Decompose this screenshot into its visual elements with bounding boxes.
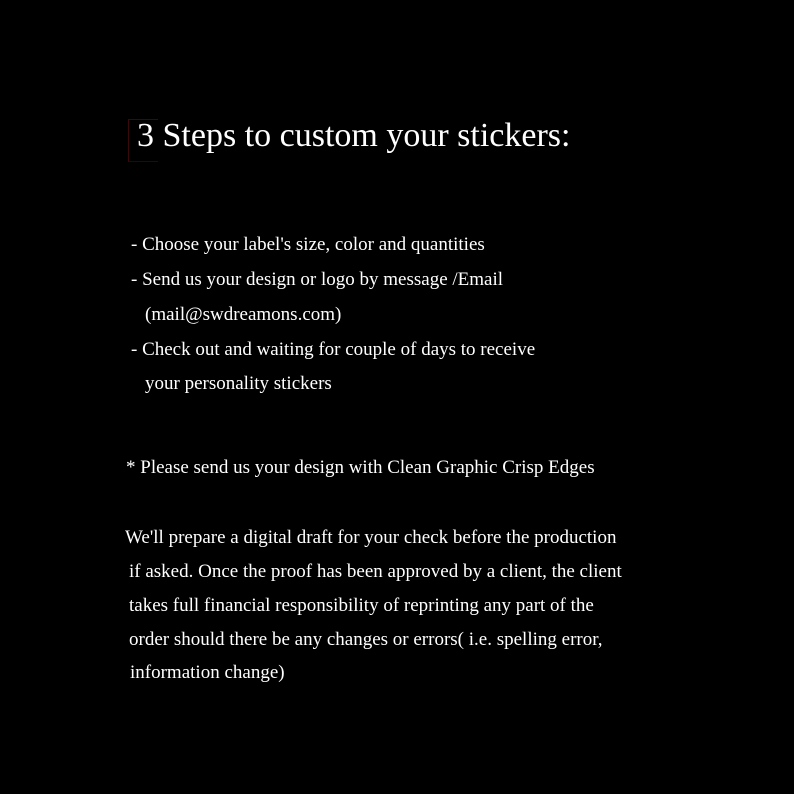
step-checkout: - Check out and waiting for couple of days to receive — [131, 339, 536, 360]
contact-email: (mail@swdreamons.com) — [145, 304, 342, 325]
step-choose-label: - Choose your label's size, color and quantities — [131, 234, 485, 255]
step-checkout-continued: your personality stickers — [145, 373, 332, 394]
page-title: 3 Steps to custom your stickers: — [137, 117, 571, 154]
design-note: * Please send us your design with Clean Graphic Crisp Edges — [126, 457, 595, 478]
step-send-design: - Send us your design or logo by message /Email — [131, 269, 504, 290]
proof-policy-line-1: We'll prepare a digital draft for your check before the production — [125, 527, 617, 548]
proof-policy-line-4: order should there be any changes or errors( i.e. spelling error, — [129, 629, 603, 650]
proof-policy-line-3: takes full financial responsibility of reprinting any part of the — [129, 595, 594, 616]
proof-policy-line-2: if asked. Once the proof has been approved by a client, the client — [129, 561, 622, 582]
proof-policy-line-5: information change) — [130, 662, 285, 683]
